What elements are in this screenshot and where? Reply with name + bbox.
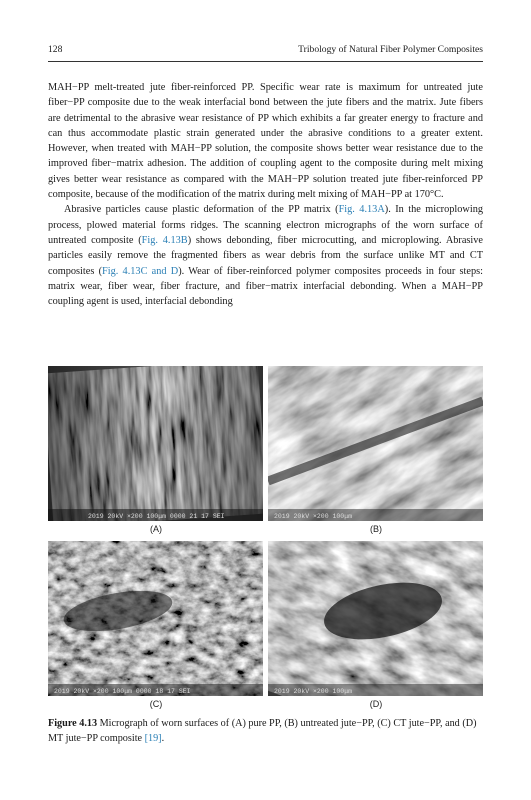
figure-4-13 [48, 366, 483, 711]
caption-end: . [161, 732, 165, 744]
figure-link-4-13b[interactable]: Fig. 4.13B [141, 234, 188, 246]
text-run: ) shows debonding, fiber microcutting, and microplowing. Abrasive particles easily remove the fragmented fibers as wear debris from the surface unlike MT and CT composites ( [48, 234, 483, 277]
panel-label-d: (D) [369, 699, 383, 709]
text-run: ). In the microplowing process, plowed material forms ridges. The scanning electron micrographs of the worn surface of untreated composite ( [48, 204, 483, 246]
page-number: 128 [48, 44, 63, 55]
micrograph-d-image [268, 541, 483, 696]
micrograph-d [268, 541, 483, 696]
figure-caption [48, 717, 483, 746]
text-run: ). Wear of fiber-reinforced polymer composites proceeds in four steps: matrix wear, fiber wear, fiber fracture, and fiber−matrix interfacial debonding. When a MAH−PP coupling agent is used, interfacial debonding [48, 265, 483, 308]
micrograph-a-image [48, 366, 263, 521]
paragraph-2 [48, 202, 483, 309]
header-rule [48, 61, 483, 62]
micrograph-c [48, 541, 263, 696]
micrograph-b-image [268, 366, 483, 521]
micrograph-a [48, 366, 263, 521]
scale-text-b: 2019 20kV ×200 100μm [274, 513, 353, 520]
panel-label-b: (B) [370, 524, 382, 534]
page-header [48, 44, 483, 60]
micrograph-c-image [48, 541, 263, 696]
scale-text-a: 2019 20kV ×200 100μm 0000 21 17 SEI [88, 513, 225, 520]
panel-label-c: (C) [149, 699, 163, 709]
caption-label: Figure 4.13 [48, 718, 98, 729]
body-text [48, 80, 483, 309]
text-run: Abrasive particles cause plastic deformation of the PP matrix ( [64, 204, 339, 216]
figure-link-4-13cd[interactable]: Fig. 4.13C and D [102, 265, 179, 277]
micrograph-b [268, 366, 483, 521]
scale-text-d: 2019 20kV ×200 100μm [274, 688, 353, 695]
citation-link[interactable]: [19] [144, 732, 162, 744]
scale-text-c: 2019 20kV ×200 100μm 0000 18 17 SEI [54, 688, 191, 695]
caption-text: Micrograph of worn surfaces of (A) pure PP, (B) untreated jute−PP, (C) CT jute−PP, and (D) MT jute−PP composite [48, 718, 477, 744]
figure-link-4-13a[interactable]: Fig. 4.13A [338, 204, 385, 216]
panel-label-a: (A) [150, 524, 162, 534]
running-title: Tribology of Natural Fiber Polymer Composites [298, 44, 483, 55]
paragraph-1: MAH−PP melt-treated jute fiber-reinforced PP. Specific wear rate is maximum for untreated jute fiber−PP composite due to the weak interfacial bond between the jute fibers and the matrix. Jute fibers are detrimental to the abrasive wear resistance of PP which exhibits a far greater energy to fracture and can thus accommodate plastic strain generated under the abrasive conditions to a greater extent. However, when treated with MAH−PP solution, the composite shows better wear resistance due to the improved fiber−matrix adhesion. The addition of coupling agent to the composite during melt mixing gives better wear resistance as compared with the MAH−PP solution treated jute fiber-reinforced PP composite, because of the modification of the matrix during melt mixing of MAH−PP at 170°C. [48, 82, 483, 201]
